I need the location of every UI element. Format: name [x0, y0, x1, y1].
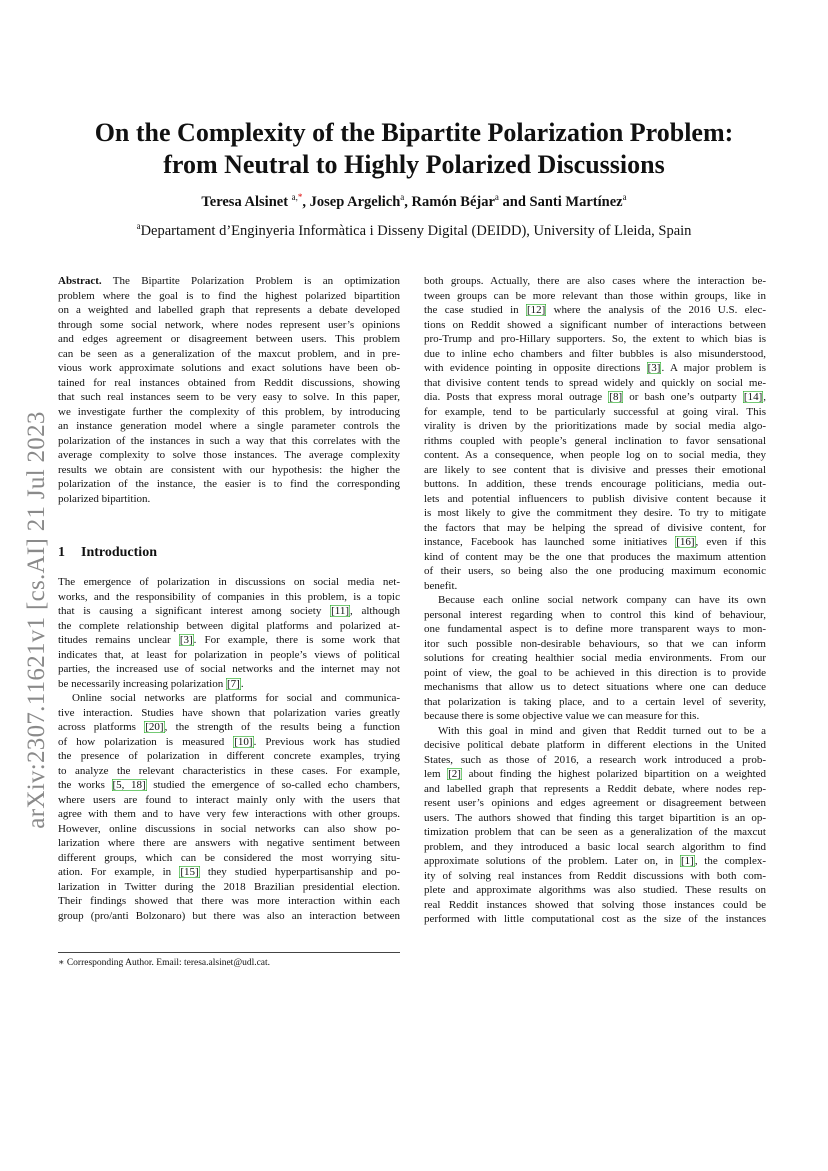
citation-link[interactable]: [3] [647, 362, 661, 374]
body-text-line: timization problem that can be seen as a generalization of the maxcut [424, 826, 766, 838]
citation-link[interactable]: [3] [179, 634, 193, 646]
body-text-line: dia. Posts that express moral outrage [8] or bash one’s outparty [14], [424, 391, 766, 403]
body-text-line: due to inline echo chambers and filter bubbles is also misunderstood, [424, 347, 766, 360]
body-text-line: lets and potential influencers to publish divisive content because it [424, 492, 766, 505]
body-text-line: mechanisms that allow us to detect situations where one can deduce [424, 681, 766, 693]
body-text-line: the complete relationship between digital platforms and polarized at- [58, 619, 400, 632]
abstract-line: Abstract. The Bipartite Polarization Problem is an optimization [58, 275, 400, 287]
body-text-line: that is causing a significant interest among society [11], although [58, 605, 400, 617]
body-text-line: tive interaction. Studies have shown that polarization varies greatly [58, 706, 400, 719]
body-text-line: plete and approximate algorithms was also studied. These results on [424, 884, 766, 896]
body-text-line: to analyze the relevant characteristics in these cases. For example, [58, 764, 400, 777]
abstract-line: on a weighted and labelled graph that represents a debate developed [58, 304, 400, 316]
body-text-line: is most likely to give the commitment they desire. To try to mitigate [424, 507, 766, 519]
body-text-line: larization in Twitter during the 2018 Brazilian presidential election. [58, 880, 400, 893]
body-text-line: Their findings showed that there was more interaction within each [58, 895, 400, 907]
body-text-line: kind of content may be the one that produces the maximum attention [424, 550, 766, 563]
abstract-line: average complexity to solve those instances. The average complexity [58, 449, 400, 461]
body-text-line: indicates that, at least for polarization in people’s views of political [58, 648, 400, 661]
citation-link[interactable]: [5, 18] [112, 779, 146, 791]
body-text-line: performed with little computational cost as the size of the instances [424, 913, 766, 925]
body-text-line: be necessarily increasing polarization [7]. [58, 677, 244, 690]
section-heading [58, 545, 157, 561]
body-text-line: group (pro/anti Bolzonaro) but there was also an interaction between [58, 909, 400, 922]
paper-title-line-1: On the Complexity of the Bipartite Polarization Problem: [94, 118, 734, 147]
abstract-line: that such real instances seem to be very easy to solve. In this paper, [58, 391, 400, 403]
body-text-line: of their users, so being also the one producing maximum economic [424, 565, 766, 577]
abstract-line: we investigate further the complexity of this problem, by introducing [58, 405, 400, 418]
body-text-line: personal interest regarding when to control this kind of behaviour, [424, 608, 766, 621]
affiliation [58, 221, 770, 241]
citation-link[interactable]: [15] [180, 866, 199, 878]
abstract-line: can be seen as a generalization of the maxcut problem, and in pre- [58, 347, 400, 360]
body-text-line: that polarization is taking place, and to a certain level of severity, [424, 695, 766, 708]
body-text-line: users. The authors showed that finding this target bipartition is an op- [424, 811, 766, 824]
body-text-line: solutions for creating healthier social media environments. From our [424, 652, 766, 664]
body-text-line: because there is some objective value we can measure for this. [424, 710, 700, 722]
arxiv-identifier-text: arXiv:2307.11621v1 [cs.AI] 21 Jul 2023 [23, 411, 50, 829]
abstract-line: polarization of the instances in such a way that this correlates with the [58, 434, 400, 447]
body-text-line: decisive political debate platform in different elections in the United [424, 739, 766, 751]
citation-link[interactable]: [12] [526, 304, 546, 316]
citation-link[interactable]: [10] [234, 735, 253, 748]
body-text-line: content. As a consequence, when people log on to social media, they [424, 449, 766, 461]
body-text-line: tions on Reddit showed a significant number of interactions between [424, 318, 766, 331]
body-text-line: are likely to see content that is divisive and presses their emotional [424, 463, 766, 476]
author-affil-sup: a [622, 192, 627, 203]
body-text-line: real Reddit instances showed that solving those instances could be [424, 898, 766, 911]
body-text-line: Because each online social network company can have its own [438, 594, 766, 606]
abstract-line: tained for real instances obtained from Reddit discussions, showing [58, 376, 400, 389]
body-text-line: the case studied in [12] where the analysis of the 2016 U.S. elec- [424, 304, 767, 316]
author-name: and Santi Martínez [498, 194, 623, 210]
body-text-line: the works [5, 18] studied the emergence of so-called echo chambers, [58, 779, 400, 791]
body-text-line: for example, tend to be particularly successful at going viral. This [424, 405, 766, 418]
body-text-line: approximate solutions of the problem. Later on, in [1], the complex- [424, 855, 766, 867]
citation-link[interactable]: [14] [743, 391, 763, 403]
section-title: Introduction [81, 545, 157, 560]
body-text-line: benefit. [424, 579, 458, 592]
body-text-line: pro-Trump and pro-Hillary supporters. So, the extent to which bias is [424, 333, 766, 345]
body-text-line: However, online discussions in social networks can also show po- [58, 822, 400, 835]
body-text-line: the factors that may be helping the spread of divisive content, for [424, 521, 766, 534]
body-text-line: the presence of polarization in different concrete examples, trying [58, 750, 400, 762]
author-list [58, 192, 770, 212]
body-text-line: resent user’s opinions and edges agreement or disagreement between [424, 797, 766, 809]
body-text-line: virality is driven by the prioritizations made by social media algo- [424, 420, 766, 432]
body-text-line: Online social networks are platforms for social and communica- [72, 692, 400, 704]
body-text-line: point of view, the goal to be achieved in this direction is to provide [424, 666, 766, 679]
body-text-line: States, such as those of 2016, a research work introduced a prob- [424, 753, 766, 766]
body-text-line: works, and the responsibility of companies in this problem, is a topic [58, 590, 400, 603]
body-text-line: itor such possible non-desirable behaviours, so that we can inform [424, 637, 766, 650]
introduction-left-column [58, 575, 400, 923]
body-text-line: different groups, which can be considered the most worrying situ- [58, 851, 400, 864]
affiliation-text: Departament d’Enginyeria Informàtica i Disseny Digital (DEIDD), University of Lleida, Spain [140, 223, 692, 239]
affiliation-sup: a [136, 221, 141, 232]
introduction-right-column [424, 274, 766, 927]
body-text-line: larization where there are answers with negative sentiment between [58, 837, 400, 849]
author-affil-sup: a [494, 192, 499, 203]
citation-link[interactable]: [1] [681, 855, 694, 867]
body-text-line: ity of solving real instances from Reddit discussions with both com- [424, 869, 766, 882]
abstract-line: problem where the goal is to find the highest polarized bipartition [58, 289, 400, 302]
abstract-line: an instance generation model where a single parameter controls the [58, 420, 400, 432]
author-name: , Josep Argelich [302, 194, 401, 210]
body-text-line: and labelled graph that represents a Reddit debate, where nodes rep- [424, 782, 766, 795]
author-affil-sup: a [400, 192, 405, 203]
footnote-rule [58, 952, 400, 953]
body-text-line: parties, the increased use of social networks and the internet may not [58, 663, 400, 675]
body-text-line: both groups. Actually, there are also cases where the interaction be- [424, 275, 766, 287]
body-text-line: buttons. In addition, these trends encourage politicians, media out- [424, 478, 766, 490]
author-name: , Ramón Béjar [404, 194, 495, 210]
abstract-line: and edges agreement or disagreement between users. This problem [58, 333, 400, 345]
citation-link[interactable]: [16] [676, 536, 695, 548]
abstract [58, 274, 400, 506]
citation-link[interactable]: [11] [331, 605, 350, 617]
citation-link[interactable]: [2] [448, 768, 461, 780]
body-text-line: one fundamental aspect is to define more transparent ways to mon- [424, 623, 766, 635]
body-text-line: of how polarization is measured [10]. Previous work has studied [58, 735, 400, 748]
body-text-line: With this goal in mind and given that Reddit turned out to be a [438, 724, 766, 737]
abstract-line: polarization of the instance, the easier is to find the corresponding [58, 478, 400, 490]
arxiv-identifier-stamp [22, 380, 52, 860]
footnote-ref-link[interactable]: * [297, 192, 303, 203]
citation-link[interactable]: [7] [227, 677, 240, 690]
body-text-line: with evidence pointing in opposite directions [3]. A major problem is [424, 362, 766, 374]
footnote: ∗ Corresponding Author. Email: teresa.alsinet@udl.cat. [58, 958, 271, 968]
author-affil-sup: a, [291, 192, 298, 203]
body-text-line: that divisive content tends to spread widely and quickly on social me- [424, 376, 766, 389]
body-text-line: where users are found to interact mainly only with the users that [58, 793, 400, 806]
citation-link[interactable]: [8] [609, 391, 623, 403]
section-number: 1 [58, 545, 65, 560]
body-text-line: tween groups can be more relevant than those within groups, like in [424, 289, 766, 302]
abstract-line: vious work approximate solutions and exact solutions have been ob- [58, 362, 400, 374]
body-text-line: across platforms [20], the strength of the results being a function [58, 721, 400, 733]
body-text-line: problem, and they introduced a basic local search algorithm to find [424, 840, 766, 853]
abstract-line: through some social network, where nodes represent user’s opinions [58, 318, 400, 331]
body-text-line: instance, Facebook has launched some initiatives [16], even if this [424, 536, 766, 548]
abstract-line: results we obtain are consistent with our hypothesis: the higher the [58, 463, 400, 476]
body-text-line: lem [2] about finding the highest polarized bipartition on a weighted [424, 768, 766, 780]
body-text-line: rithms coupled with people’s general inclination to favor sensational [424, 434, 766, 447]
abstract-label: Abstract. [58, 275, 102, 287]
author-name: Teresa Alsinet [201, 194, 289, 210]
paper-title-line-2: from Neutral to Highly Polarized Discussions [163, 150, 665, 179]
body-text-line: ation. For example, in [15] they studied hyperpartisanship and po- [58, 866, 400, 878]
abstract-line: polarized bipartition. [58, 492, 151, 505]
body-text-line: agree with them and to have very few interactions with other groups. [58, 808, 400, 820]
body-text-line: The emergence of polarization in discussions on social media net- [58, 576, 400, 588]
body-text-line: titudes remains unclear [3]. For example, there is some work that [58, 634, 400, 646]
citation-link[interactable]: [20] [145, 721, 164, 733]
